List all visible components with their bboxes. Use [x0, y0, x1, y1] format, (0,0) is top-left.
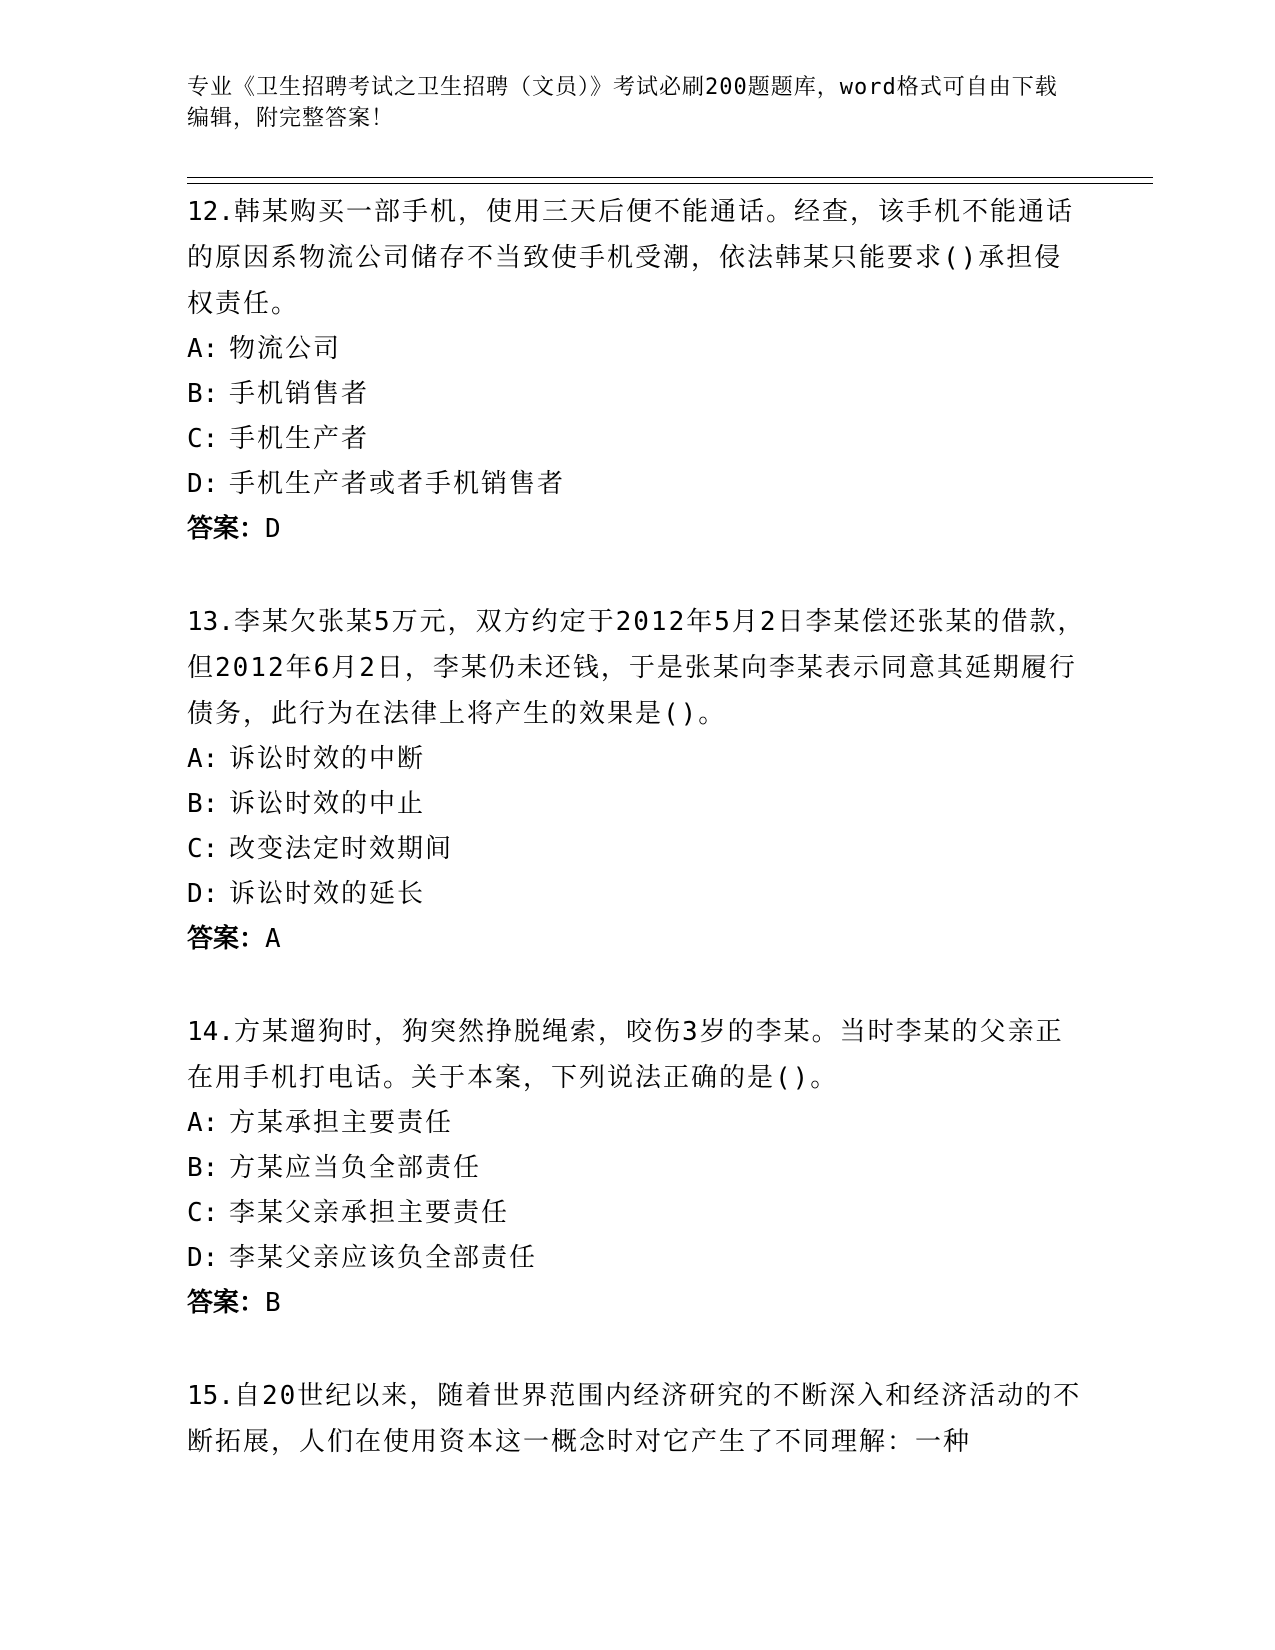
question-text: [187, 1373, 1087, 1465]
option-b: [187, 782, 1087, 827]
option-d: [187, 462, 1087, 507]
answer-label: 答案：: [187, 924, 266, 954]
answer-line: [187, 917, 1087, 962]
question-list: [187, 189, 1087, 1465]
option-a: [187, 737, 1087, 782]
answer-label: 答案：: [187, 1288, 266, 1318]
option-label: C:: [187, 1198, 219, 1228]
question-body: 方某遛狗时，狗突然挣脱绳索，咬伤3岁的李某。当时李某的父亲正在用手机打电话。关于本案，下列说法正确的是()。: [187, 1017, 1064, 1093]
question-13: [187, 599, 1087, 962]
option-b: [187, 372, 1087, 417]
question-spacer: [187, 1326, 1087, 1373]
header-rule-bottom: [187, 183, 1153, 184]
option-text: 诉讼时效的中断: [229, 744, 426, 774]
option-text: 李某父亲应该负全部责任: [229, 1243, 538, 1273]
option-text: 方某承担主要责任: [229, 1108, 454, 1138]
option-label: B:: [187, 379, 219, 409]
option-label: A:: [187, 334, 219, 364]
question-number: 13.: [187, 607, 234, 637]
question-body: 李某欠张某5万元，双方约定于2012年5月2日李某偿还张某的借款，但2012年6月2日，李某仍未还钱，于是张某向李某表示同意其延期履行债务，此行为在法律上将产生的效果是()。: [187, 607, 1086, 729]
option-text: 诉讼时效的中止: [229, 789, 426, 819]
question-text: [187, 599, 1087, 737]
option-label: C:: [187, 424, 219, 454]
option-label: B:: [187, 1153, 219, 1183]
option-text: 手机销售者: [229, 379, 370, 409]
document-header: [187, 72, 1067, 134]
option-label: B:: [187, 789, 219, 819]
question-text: [187, 189, 1087, 327]
option-text: 手机生产者或者手机销售者: [229, 469, 566, 499]
option-label: D:: [187, 469, 219, 499]
option-c: [187, 827, 1087, 872]
answer-line: [187, 1281, 1087, 1326]
option-a: [187, 1101, 1087, 1146]
question-15: [187, 1373, 1087, 1465]
answer-label: 答案：: [187, 514, 266, 544]
option-text: 李某父亲承担主要责任: [229, 1198, 510, 1228]
answer-value: A: [265, 924, 281, 954]
option-text: 手机生产者: [229, 424, 370, 454]
answer-value: D: [265, 514, 281, 544]
option-c: [187, 417, 1087, 462]
answer-line: [187, 507, 1087, 552]
question-12: [187, 189, 1087, 552]
question-body: 自20世纪以来，随着世界范围内经济研究的不断深入和经济活动的不断拓展，人们在使用资本这一概念时对它产生了不同理解：一种: [187, 1381, 1082, 1457]
option-label: C:: [187, 834, 219, 864]
option-text: 改变法定时效期间: [229, 834, 454, 864]
question-body: 韩某购买一部手机，使用三天后便不能通话。经查，该手机不能通话的原因系物流公司储存不当致使手机受潮，依法韩某只能要求()承担侵权责任。: [187, 197, 1074, 319]
option-label: D:: [187, 1243, 219, 1273]
question-spacer: [187, 962, 1087, 1009]
question-spacer: [187, 552, 1087, 599]
question-number: 12.: [187, 197, 234, 227]
option-label: A:: [187, 744, 219, 774]
question-text: [187, 1009, 1087, 1101]
question-14: [187, 1009, 1087, 1326]
option-b: [187, 1146, 1087, 1191]
question-number: 15.: [187, 1381, 234, 1411]
option-d: [187, 872, 1087, 917]
question-number: 14.: [187, 1017, 234, 1047]
option-d: [187, 1236, 1087, 1281]
header-rule-top: [187, 177, 1153, 178]
option-text: 方某应当负全部责任: [229, 1153, 482, 1183]
option-text: 诉讼时效的延长: [229, 879, 426, 909]
answer-value: B: [265, 1288, 281, 1318]
document-title: 专业《卫生招聘考试之卫生招聘（文员）》考试必刷200题题库，word格式可自由下载编辑，附完整答案！: [187, 75, 1058, 131]
option-label: D:: [187, 879, 219, 909]
option-c: [187, 1191, 1087, 1236]
option-text: 物流公司: [229, 334, 342, 364]
option-a: [187, 327, 1087, 372]
option-label: A:: [187, 1108, 219, 1138]
